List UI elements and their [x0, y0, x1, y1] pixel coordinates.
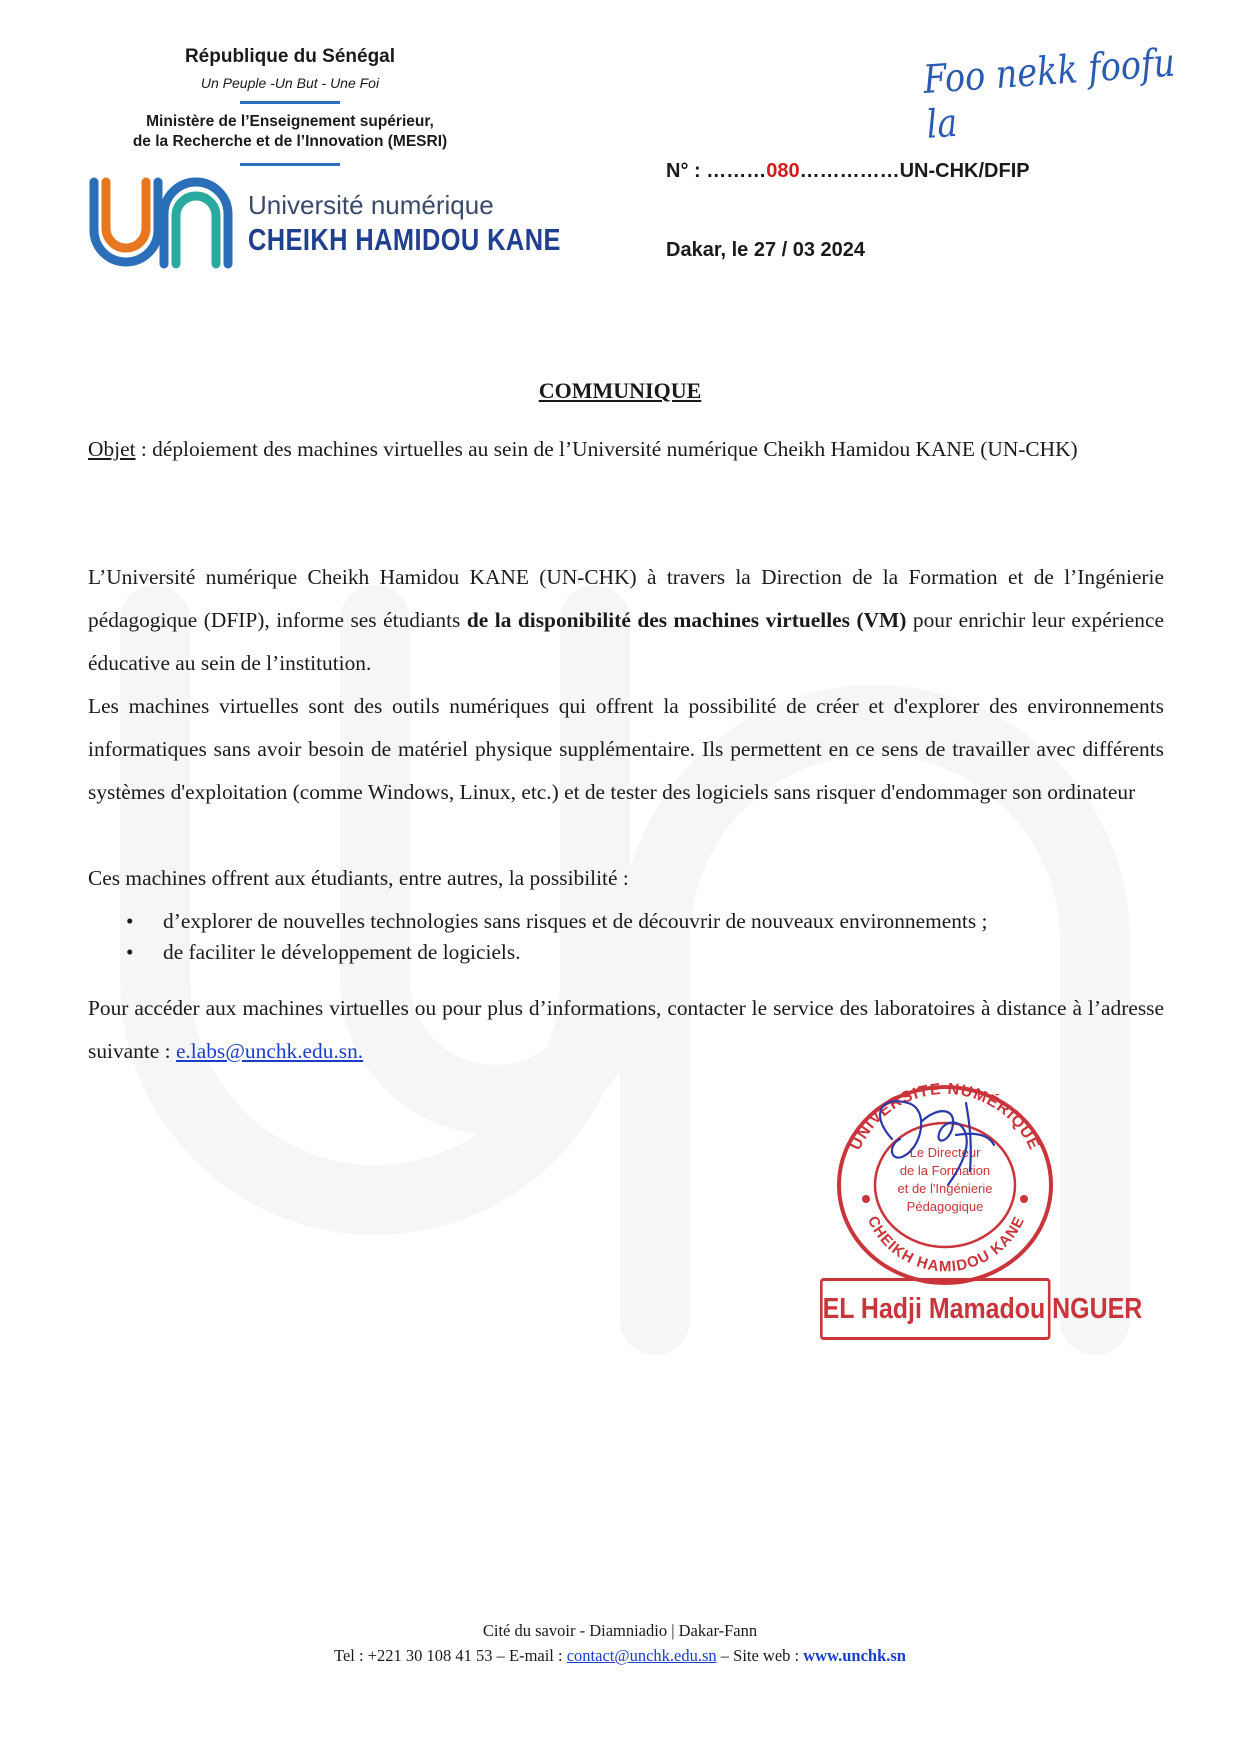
- stamp-inner-line-4: Pédagogique: [906, 1199, 984, 1214]
- logo-university-label: Université numérique: [248, 190, 494, 220]
- ref-number-value: 080: [766, 160, 800, 182]
- email-link[interactable]: e.labs@unchk.edu.sn.: [175, 1039, 364, 1063]
- signatory-name-stamp: EL Hadji Mamadou NGUER: [820, 1278, 1050, 1340]
- header-divider: [240, 163, 340, 166]
- document-date: Dakar, le 27 / 03 2024: [666, 239, 866, 261]
- paragraph-benefits: Ces machines offrent aux étudiants, entre autres, la possibilité :: [88, 866, 629, 890]
- intro-text: L’Université numérique Cheikh Hamidou KANE (UN-CHK) à travers la Direction de la Formation et de l’Ingénierie pédagogique (DFIP), informe ses étudiants: [88, 565, 1164, 632]
- ministry-line-1: Ministère de l’Enseignement supérieur,: [146, 113, 434, 130]
- stamp-inner-line-2: de la Formation: [899, 1163, 991, 1178]
- stamp-inner-line-3: et de l'Ingénierie: [897, 1181, 993, 1196]
- paragraph-intro: [88, 556, 1164, 685]
- subject-line: [88, 428, 1164, 471]
- official-stamp: [830, 1075, 1060, 1290]
- republic-title: République du Sénégal: [184, 46, 396, 67]
- footer-website-link[interactable]: www.unchk.sn: [803, 1646, 906, 1665]
- footer-contact: [0, 1646, 1240, 1666]
- subject-label: Objet: [88, 437, 136, 461]
- list-item: • d’explorer de nouvelles technologies sans risques et de découvrir de nouveaux environnements ;: [88, 906, 1164, 937]
- footer-web-label: – Site web :: [716, 1646, 804, 1665]
- svg-text:UNIVERSITE NUMÉRIQUE: [847, 1081, 1042, 1153]
- footer-email-link[interactable]: contact@unchk.edu.sn: [566, 1646, 717, 1665]
- ministry-line-2: de la Recherche et de l’Innovation (MESRI): [132, 133, 448, 150]
- stamp-bottom-text: CHEIKH HAMIDOU KANE: [863, 1213, 1029, 1276]
- paragraph-description: Les machines virtuelles sont des outils numériques qui offrent la possibilité de créer et d'explorer des environnements informatiques sans avoir besoin de matériel physique supplémentaire. Ils permettent en ce sens de travailler avec différents systèmes d'exploitation (comme Windows, Linux, etc.) et de tester des logiciels sans risquer d'endommager son ordinateur: [88, 694, 1164, 804]
- stamp-outer-text: UNIVERSITE NUMÉRIQUE: [847, 1080, 1043, 1153]
- unchk-logo-icon: [86, 172, 236, 272]
- national-motto: Un Peuple -Un But - Une Foi: [200, 75, 380, 91]
- logo-university-name: CHEIKH HAMIDOU KANE: [248, 222, 561, 257]
- ref-prefix: N° : ………: [666, 160, 767, 182]
- list-item: • de faciliter le développement de logiciels.: [88, 937, 1164, 968]
- paragraph-contact: [88, 987, 1164, 1073]
- subject-text: : déploiement des machines virtuelles au sein de l’Université numérique Cheikh Hamidou KANE (UN-CHK): [135, 437, 1078, 461]
- footer-address: Cité du savoir - Diamniadio | Dakar-Fann: [482, 1621, 758, 1640]
- footer-phone: Tel : +221 30 108 41 53 – E-mail :: [334, 1646, 567, 1665]
- slogan-script: Foo nekk foofu la: [921, 40, 1177, 148]
- reference-number: [666, 160, 1030, 183]
- ministry-name: [90, 112, 490, 152]
- stamp-inner-line-1: Le Directeur: [909, 1145, 981, 1160]
- intro-text-end: pour enrichir leur expérience éducative au sein de l’institution.: [88, 608, 1164, 675]
- ref-suffix: ……………UN-CHK/DFIP: [799, 160, 1030, 182]
- header-divider: [240, 101, 340, 104]
- intro-bold-text: de la disponibilité des machines virtuelles (VM): [466, 608, 907, 632]
- contact-text: Pour accéder aux machines virtuelles ou pour plus d’informations, contacter le service des laboratoires à distance à l’adresse suivante :: [88, 996, 1164, 1063]
- page-title: COMMUNIQUE: [538, 378, 702, 403]
- benefits-list: [88, 906, 1164, 968]
